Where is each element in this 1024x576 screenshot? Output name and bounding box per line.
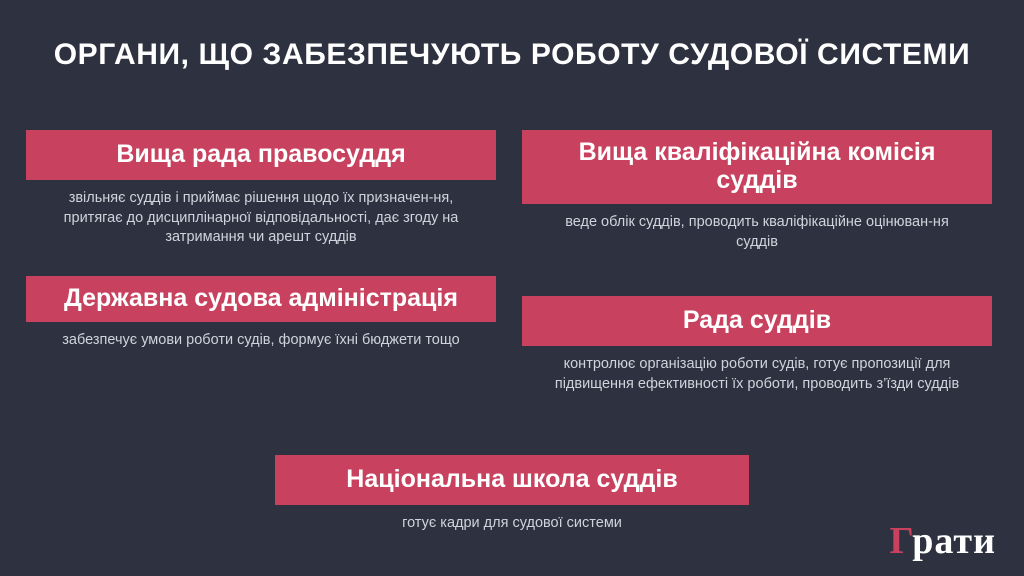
card-description: контролює організацію роботи судів, готує пропозиції для підвищення ефективності їх роботи, проводить з’їзди суддів (554, 356, 960, 392)
card-rada-suddiv (522, 296, 992, 394)
right-column (522, 130, 992, 408)
card-natsionalna-shkola-suddiv (275, 455, 749, 534)
card-vyshcha-rada-pravosuddya (26, 130, 496, 248)
card-heading: Вища кваліфікаційна комісія суддів (522, 130, 992, 204)
left-column (26, 130, 496, 364)
card-description: веде облік суддів, проводить кваліфікаційне оцінюван-ня суддів (565, 214, 949, 250)
card-description: готує кадри для судової системи (402, 515, 622, 531)
card-vyshcha-kvalifikatsiyna-komisiya-suddiv (522, 130, 992, 252)
logo-rest: рати (912, 520, 996, 562)
page-title: ОРГАНИ, ЩО ЗАБЕЗПЕЧУЮТЬ РОБОТУ СУДОВОЇ СИСТЕМИ (53, 38, 971, 71)
card-derzhavna-sudova-administratsiya (26, 276, 496, 351)
card-description: забезпечує умови роботи судів, формує їхні бюджети тощо (62, 331, 460, 348)
card-heading: Державна судова адміністрація (26, 276, 496, 322)
card-heading: Вища рада правосуддя (26, 130, 496, 180)
logo-first-letter: Г (889, 520, 913, 562)
card-heading: Рада суддів (522, 296, 992, 346)
card-heading: Національна школа суддів (275, 455, 749, 505)
card-description: звільняє суддів і приймає рішення щодо їх призначен-ня, притягає до дисциплінарної відповідальності, дає згоду на затримання чи арешт суддів (63, 190, 459, 246)
graty-logo (889, 522, 996, 560)
